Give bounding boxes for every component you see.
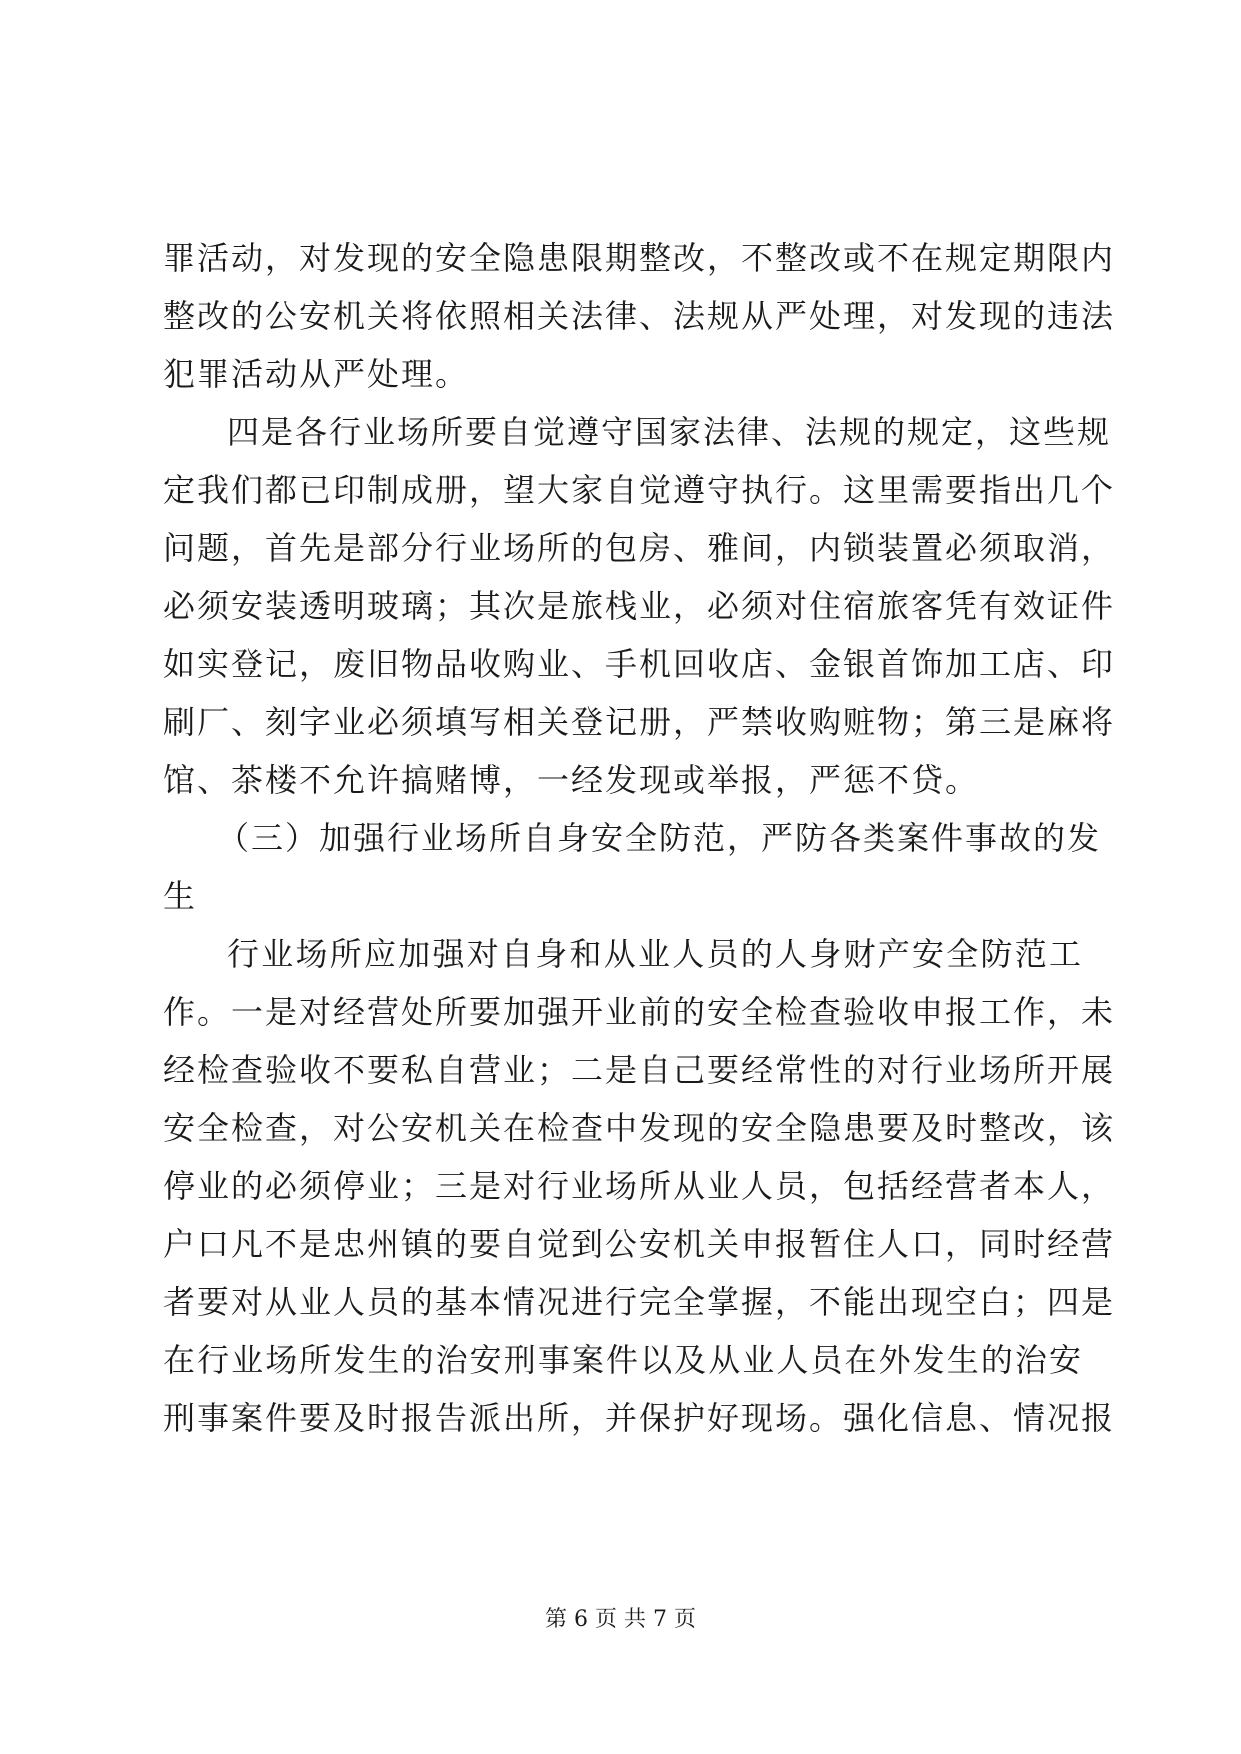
page-footer: 第 6 页 共 7 页	[545, 1607, 696, 1632]
text-line: 整改的公安机关将依照相关法律、法规从严处理，对发现的违法	[163, 297, 1116, 335]
text-line: 作。一是对经营处所要加强开业前的安全检查验收申报工作，未	[163, 993, 1116, 1031]
text-line: 刑事案件要及时报告派出所，并保护好现场。强化信息、情况报	[163, 1399, 1116, 1437]
text-line: 定我们都已印制成册，望大家自觉遵守执行。这里需要指出几个	[163, 471, 1116, 509]
text-line: 在行业场所发生的治安刑事案件以及从业人员在外发生的治安	[163, 1341, 1083, 1379]
text-line: 问题，首先是部分行业场所的包房、雅间，内锁装置必须取消，	[163, 529, 1116, 567]
text-line: 刷厂、刻字业必须填写相关登记册，严禁收购赃物；第三是麻将	[163, 703, 1116, 741]
text-line: 如实登记，废旧物品收购业、手机回收店、金银首饰加工店、印	[163, 645, 1116, 683]
text-line: 经检查验收不要私自营业；二是自己要经常性的对行业场所开展	[163, 1051, 1116, 1089]
paragraph-start-line: 四是各行业场所要自觉遵守国家法律、法规的规定，这些规	[227, 413, 1112, 451]
text-line: 必须安装透明玻璃；其次是旅栈业，必须对住宿旅客凭有效证件	[163, 587, 1116, 625]
text-line: 安全检查，对公安机关在检查中发现的安全隐患要及时整改，该	[163, 1109, 1116, 1147]
section-heading-line: （三）加强行业场所自身安全防范，严防各类案件事故的发	[217, 819, 1102, 857]
text-line: 户口凡不是忠州镇的要自觉到公安机关申报暂住人口，同时经营	[163, 1225, 1116, 1263]
section-heading-line: 生	[163, 877, 198, 915]
text-line: 停业的必须停业；三是对行业场所从业人员，包括经营者本人，	[163, 1167, 1116, 1205]
text-line: 者要对从业人员的基本情况进行完全掌握，不能出现空白；四是	[163, 1283, 1116, 1321]
text-line: 馆、茶楼不允许搞赌博，一经发现或举报，严惩不贷。	[163, 761, 980, 799]
paragraph-start-line: 行业场所应加强对自身和从业人员的人身财产安全防范工	[227, 935, 1083, 973]
text-line: 罪活动，对发现的安全隐患限期整改，不整改或不在规定期限内	[163, 239, 1116, 277]
text-line: 犯罪活动从严处理。	[163, 355, 470, 393]
